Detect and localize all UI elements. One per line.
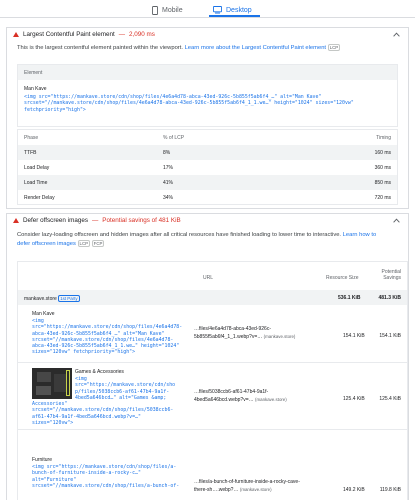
monitor-icon — [213, 6, 222, 14]
url-domain: (mankave.store) — [263, 334, 296, 339]
url-line1: …files/4e6a4d78-abca-43ed-926c- — [194, 326, 271, 332]
image-item-url[interactable] — [194, 326, 295, 341]
lcp-element-table — [17, 64, 398, 127]
phase-column-header: Phase — [24, 135, 39, 141]
tab-desktop-label: Desktop — [226, 6, 252, 14]
audit-defer-savings: Potential savings of 481 KiB — [102, 217, 181, 224]
audit-lcp-header[interactable] — [7, 28, 408, 41]
url-line2-text: 4bed5a646bcd.webp?v=… — [194, 397, 254, 403]
image-item-savings: 119.8 KiB — [379, 487, 401, 493]
url-line2-text: there-sh….webp?… — [194, 487, 239, 493]
lcp-badge: LCP — [79, 241, 89, 246]
phone-icon — [152, 6, 158, 15]
image-item-size: 149.2 KiB — [343, 487, 365, 493]
url-line2 — [194, 486, 300, 494]
audit-lcp-title: Largest Contentful Paint element — [23, 31, 115, 38]
savings-column-header — [382, 269, 401, 281]
savings-header-line2: Savings — [383, 275, 401, 281]
phase-name: Load Time — [24, 180, 48, 186]
audit-defer-dash: — — [91, 217, 99, 224]
learn-defer-link-2[interactable]: defer offscreen images — [17, 241, 76, 247]
image-item-name: Man Kave — [32, 311, 55, 317]
fail-triangle-icon — [13, 218, 19, 223]
audit-lcp-desc-text: This is the largest contentful element painted within the viewport. — [17, 45, 183, 51]
image-thumbnail — [32, 368, 72, 399]
tabs-divider — [0, 17, 415, 18]
image-item-name: Furniture — [32, 457, 53, 463]
image-item-size: 125.4 KiB — [343, 396, 365, 402]
phase-pct: 41% — [163, 180, 174, 186]
first-party-badge: 1st Party — [60, 296, 78, 301]
phase-pct: 8% — [163, 150, 171, 156]
lcp-element-code[interactable]: <img src="https://mankave.store/cdn/shop/files/4e6a4d78-abca-43ed-926c-5b855f5ab6f4_…" alt="Man Kave" srcset="//mankave.store/cdn/shop/files/4e6a4d78-abca-43ed-926c-5b855f5ab6f4_1_1.we…" height="1024" sizes="120vw" fetchpriority="high"> — [24, 94, 354, 113]
element-column-header: Element — [24, 70, 43, 76]
phase-row-bg — [18, 175, 397, 190]
resource-size-column-header: Resource Size — [326, 275, 359, 281]
audit-lcp-value: 2,090 ms — [129, 31, 155, 38]
chevron-up-icon[interactable] — [393, 218, 400, 225]
image-item-code[interactable]: <img src="https://mankave.store/cdn/sho p/files/5038ccb6-af61-47b4-9a1f- 4bed5a646bcd…" alt="Games &amp; — [75, 376, 176, 401]
url-line1: …files/5038ccb6-af61-47b4-9a1f- — [194, 389, 269, 395]
phase-timing: 720 ms — [374, 195, 391, 201]
audit-lcp-dash: — — [118, 31, 126, 38]
url-domain: (mankave.store) — [255, 397, 287, 402]
row-divider — [18, 429, 407, 430]
phase-pct: 17% — [163, 165, 174, 171]
pct-column-header: % of LCP — [163, 135, 185, 141]
tab-mobile[interactable] — [152, 3, 183, 17]
lcp-badge: LCP — [329, 45, 339, 50]
phase-pct: 34% — [163, 195, 174, 201]
phase-name: Render Delay — [24, 195, 55, 201]
image-item-code[interactable]: <img src="https://mankave.store/cdn/shop/files/4e6a4d78- abca-43ed-926c-5b855f5ab6f4_…" alt="Man Kave" srcset="//mankave.store/cdn/shop/files/4e6a4d78- abca-43ed-926c-5b855f5ab6f4_1_1.we…" height="1024" sizes="120vw" fetchpriority="high"> — [32, 318, 183, 356]
phase-timing: 160 ms — [374, 150, 391, 156]
image-item-size: 154.1 KiB — [343, 333, 365, 339]
image-item-url[interactable] — [194, 479, 300, 494]
chevron-up-icon[interactable] — [393, 32, 400, 39]
party-domain-name: mankave.store — [24, 296, 57, 302]
audit-lcp-description — [17, 44, 340, 53]
phase-timing: 850 ms — [374, 180, 391, 186]
image-item-code[interactable]: <img src="https://mankave.store/cdn/shop/files/a- bunch-of-furniture-inside-a-rocky-c…" alt="Furniture" srcset="//mankave.store/cdn/shop/files/a-bunch-of- — [32, 464, 180, 489]
audit-defer-title: Defer offscreen images — [23, 217, 88, 224]
fcp-badge: FCP — [93, 241, 103, 246]
device-tabs — [0, 0, 415, 20]
learn-more-lcp-link[interactable]: Learn more about the Largest Contentful Paint element — [184, 45, 327, 51]
fail-triangle-icon — [13, 32, 19, 37]
image-item-code-cont[interactable]: Accessories" srcset="//mankave.store/cdn/shop/files/5038ccb6- af61-47b4-9a1f-4bed5a646bcd.webp?v=…" sizes="120vw"> — [32, 401, 174, 426]
url-line2-text: 5b855f5ab6f4_1_1.webp?v=… — [194, 334, 263, 340]
phase-name: TTFB — [24, 150, 37, 156]
image-item-url[interactable] — [194, 389, 287, 404]
audit-offscreen-images — [6, 213, 409, 500]
audit-defer-description — [17, 231, 407, 249]
image-item-savings: 125.4 KiB — [379, 396, 401, 402]
party-domain — [24, 295, 80, 302]
phase-timing: 360 ms — [374, 165, 391, 171]
party-size: 536.1 KiB — [338, 295, 361, 301]
lcp-element-name: Man Kave — [24, 86, 47, 92]
audit-defer-desc-text: Consider lazy-loading offscreen and hidden images after all critical resources have finished loading to lower time to interactive. — [17, 232, 342, 238]
savings-header-line1: Potential — [381, 269, 401, 275]
party-savings: 481.3 KiB — [378, 295, 401, 301]
url-line2 — [194, 396, 287, 404]
url-line1: …files/a-bunch-of-furniture-inside-a-rocky-cave- — [194, 479, 300, 485]
url-line2 — [194, 333, 295, 341]
image-item-savings: 154.1 KiB — [379, 333, 401, 339]
row-divider — [18, 362, 407, 363]
element-header-row — [18, 65, 397, 80]
tab-mobile-label: Mobile — [162, 6, 183, 14]
phase-row-bg — [18, 145, 397, 160]
url-column-header: URL — [203, 275, 214, 281]
phase-name: Load Delay — [24, 165, 50, 171]
audit-defer-header[interactable] — [7, 214, 408, 227]
offscreen-images-table — [17, 261, 408, 500]
image-item-name: Games & Accessories — [75, 369, 124, 375]
lcp-phase-table — [17, 129, 398, 205]
learn-defer-link-1[interactable]: Learn how to — [342, 232, 377, 238]
audit-lcp-element — [6, 27, 409, 209]
url-domain: (mankave.store) — [239, 487, 272, 492]
timing-column-header: Timing — [376, 135, 391, 141]
